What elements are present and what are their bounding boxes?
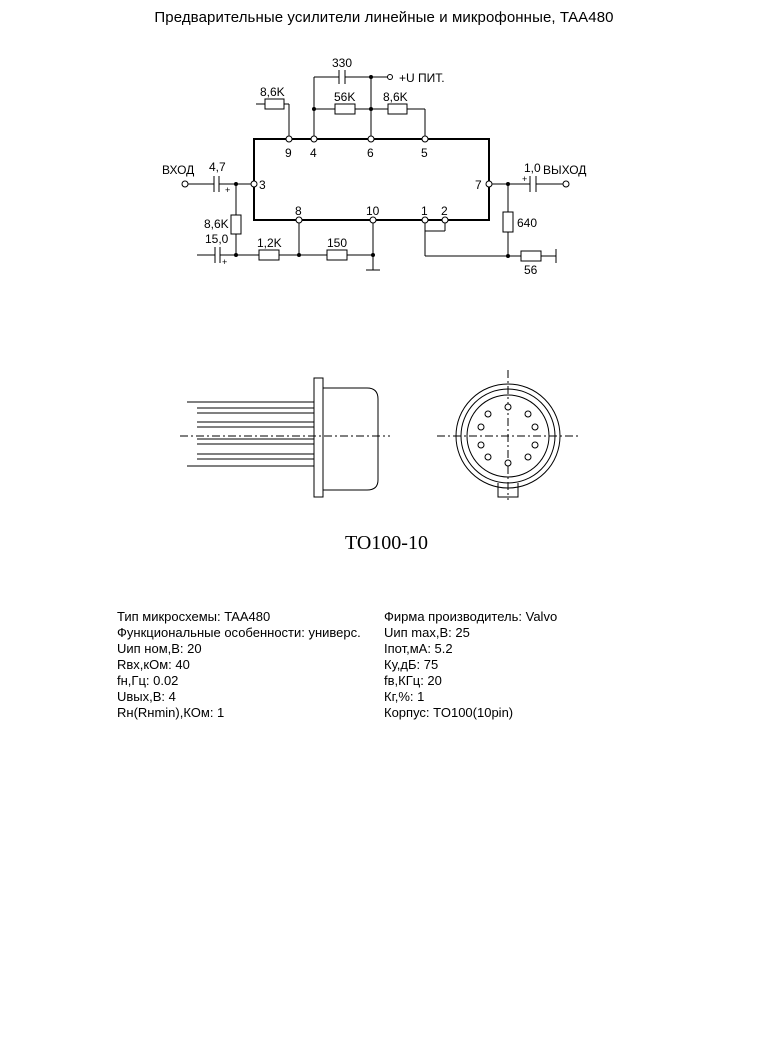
pin-4: 4	[310, 146, 317, 160]
resistor-pin3	[231, 215, 241, 234]
pin-3: 3	[259, 178, 266, 192]
label-r-150: 150	[327, 236, 348, 250]
pin-7: 7	[475, 178, 482, 192]
resistor-pin9	[265, 99, 284, 109]
label-c-output: 1,0	[524, 161, 541, 175]
spec-high-frequency: fв,КГц: 20	[384, 673, 442, 688]
spec-package: Корпус: TO100(10pin)	[384, 705, 514, 720]
pin-1: 1	[421, 204, 428, 218]
label-r-1k2: 1,2K	[257, 236, 282, 250]
spec-output-voltage: Uвых,В: 4	[117, 689, 176, 704]
output-terminal	[563, 181, 569, 187]
pin-8: 8	[295, 204, 302, 218]
pin-10: 10	[366, 204, 380, 218]
spec-chip-type: Тип микросхемы: TAA480	[117, 609, 271, 624]
package-side-view	[180, 378, 390, 497]
spec-input-resistance: Rвх,кОм: 40	[117, 657, 190, 672]
label-r-pin3: 8,6K	[204, 217, 229, 231]
input-terminal	[182, 181, 188, 187]
spec-load-resistance: Rн(Rнmin),КОм: 1	[117, 705, 225, 720]
label-supply: +U ПИТ.	[399, 71, 445, 85]
supply-terminal	[388, 75, 393, 80]
spec-distortion: Кг,%: 1	[384, 689, 425, 704]
label-output: ВЫХОД	[543, 163, 587, 177]
spec-current: Iпот,мА: 5.2	[384, 641, 453, 656]
specs-left-column	[117, 609, 361, 721]
pin-5: 5	[421, 146, 428, 160]
spec-manufacturer: Фирма производитель: Valvo	[384, 609, 558, 624]
label-r-640: 640	[517, 216, 538, 230]
specs-right-column	[384, 609, 557, 721]
resistor-150	[327, 250, 347, 260]
resistor-56	[521, 251, 541, 261]
label-c-supply: 330	[332, 56, 353, 70]
pin-6: 6	[367, 146, 374, 160]
label-r-56k: 56K	[334, 90, 356, 104]
label-c-input: 4,7	[209, 160, 226, 174]
resistor-56k	[335, 104, 355, 114]
spec-supply-nominal: Uип ном,В: 20	[117, 641, 202, 656]
package-label: TO100-10	[345, 532, 428, 554]
label-plus-output: +	[522, 174, 528, 184]
pin-2: 2	[441, 204, 448, 218]
schematic	[162, 56, 586, 277]
spec-function: Функциональные особенности: универс.	[117, 625, 361, 640]
resistor-1k2	[259, 250, 279, 260]
label-r-pin5: 8,6K	[383, 90, 408, 104]
pin-9: 9	[285, 146, 292, 160]
label-input: ВХОД	[162, 163, 195, 177]
spec-supply-max: Uип max,В: 25	[384, 625, 470, 640]
label-c-bottom: 15,0	[205, 232, 229, 246]
package-bottom-view	[437, 370, 580, 500]
spec-gain: Ку,дБ: 75	[384, 657, 439, 672]
label-r-56: 56	[524, 263, 538, 277]
label-plus-bottom: +	[222, 257, 228, 267]
resistor-640	[503, 212, 513, 232]
resistor-pin5	[388, 104, 407, 114]
label-plus-input: +	[225, 185, 231, 195]
label-r-pin9: 8,6K	[260, 85, 285, 99]
spec-low-frequency: fн,Гц: 0.02	[117, 673, 179, 688]
page-title: Предварительные усилители линейные и микрофонные, TAA480	[154, 9, 614, 26]
